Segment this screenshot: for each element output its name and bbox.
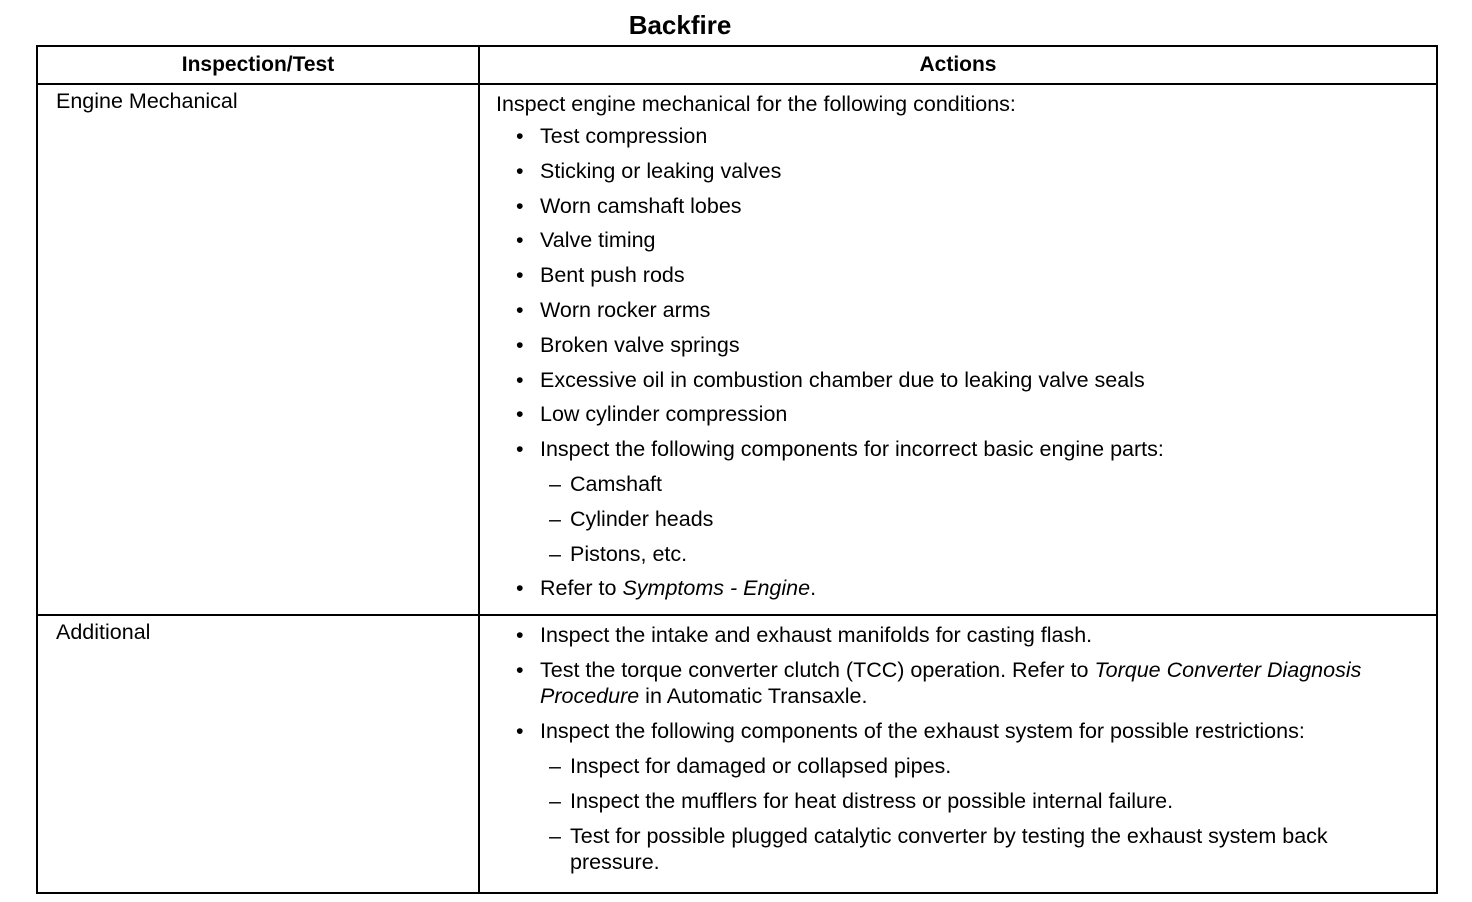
- sub-list-item: – Inspect the mufflers for heat distress or possible internal failure.: [496, 788, 1436, 814]
- backfire-table: [36, 45, 1438, 894]
- sub-list-item: – Pistons, etc.: [496, 537, 1436, 572]
- sub-list-item: – Camshaft: [496, 467, 1436, 502]
- item-text-end: in Automatic Transaxle.: [639, 683, 868, 708]
- list-item: • Inspect the following components of the exhaust system for possible restrictions:: [496, 718, 1436, 744]
- action-list: [496, 622, 1436, 874]
- item-text: Test the torque converter clutch (TCC) operation. Refer to: [540, 657, 1095, 682]
- list-item: • Worn rocker arms: [496, 293, 1436, 328]
- list-item-refer: [496, 571, 1436, 606]
- reference-link: Symptoms - Engine: [622, 576, 811, 601]
- refer-text: Refer to: [540, 576, 623, 601]
- row-label: Engine Mechanical: [37, 84, 479, 615]
- refer-text-end: .: [810, 576, 817, 601]
- list-item: • Low cylinder compression: [496, 397, 1436, 432]
- reference-link: Torque Converter Diagnosis Procedure: [540, 657, 1362, 708]
- row-actions: [479, 84, 1437, 615]
- list-item: • Excessive oil in combustion chamber due to leaking valve seals: [496, 363, 1436, 398]
- list-item: • Worn camshaft lobes: [496, 189, 1436, 224]
- list-item: • Valve timing: [496, 223, 1436, 258]
- list-item: • Bent push rods: [496, 258, 1436, 293]
- list-item: • Sticking or leaking valves: [496, 154, 1436, 189]
- list-item: • Test compression: [496, 119, 1436, 154]
- list-item: • Inspect the following components for incorrect basic engine parts:: [496, 432, 1436, 467]
- row-label: Additional: [37, 615, 479, 892]
- sub-list-item: – Cylinder heads: [496, 502, 1436, 537]
- table-header-row: [37, 46, 1437, 84]
- table-row: [37, 615, 1437, 892]
- header-actions: Actions: [479, 46, 1437, 84]
- sub-list-item: – Inspect for damaged or collapsed pipes.: [496, 753, 1436, 779]
- list-item: • Broken valve springs: [496, 328, 1436, 363]
- table-row: [37, 84, 1437, 615]
- sub-list-item: – Test for possible plugged catalytic converter by testing the exhaust system back pressure.: [496, 823, 1436, 875]
- action-list: [496, 119, 1436, 606]
- list-item: [496, 657, 1436, 709]
- intro-text: Inspect engine mechanical for the following conditions:: [496, 92, 1016, 116]
- page-title: Backfire: [628, 10, 732, 40]
- row-actions: [479, 615, 1437, 892]
- list-item: • Inspect the intake and exhaust manifolds for casting flash.: [496, 622, 1436, 648]
- header-inspection-test: Inspection/Test: [37, 46, 479, 84]
